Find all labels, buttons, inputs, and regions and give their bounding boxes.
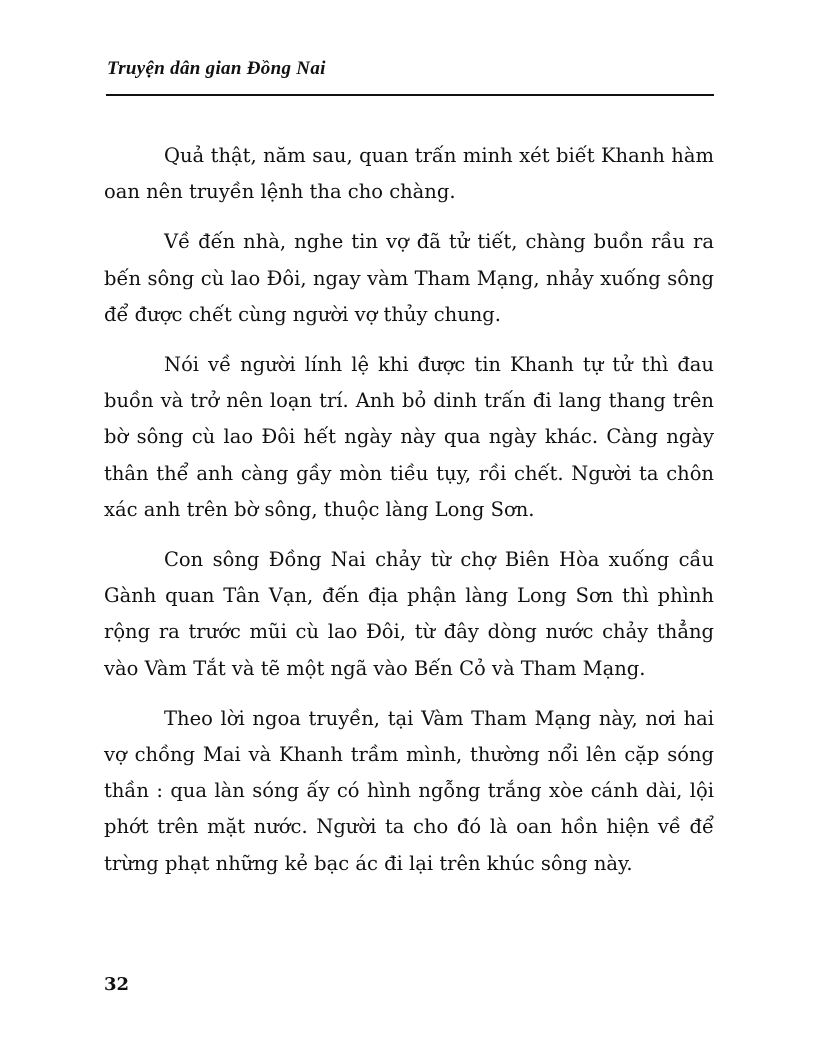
paragraph-3: Nói về người lính lệ khi được tin Khanh tự tử thì đau buồn và trở nên loạn trí. Anh bỏ dinh trấn đi lang thang trên bờ sông cù lao Đôi hết ngày này qua ngày khác. Càng ngày thân thể anh càng gầy mòn tiều tụy, rồi chết. Người ta chôn xác anh trên bờ sông, thuộc làng Long Sơn. bbox=[104, 353, 714, 521]
paragraph-4: Con sông Đồng Nai chảy từ chợ Biên Hòa xuống cầu Gành quan Tân Vạn, đến địa phận làng Long Sơn thì phình rộng ra trước mũi cù lao Đôi, từ đây dòng nước chảy thẳng vào Vàm Tắt và tẽ một ngã vào Bến Cỏ và Tham Mạng. bbox=[104, 548, 714, 680]
header-rule bbox=[106, 94, 714, 96]
paragraph-5: Theo lời ngoa truyền, tại Vàm Tham Mạng này, nơi hai vợ chồng Mai và Khanh trầm mình, thường nổi lên cặp sóng thần : qua làn sóng ấy có hình ngỗng trắng xòe cánh dài, lội phớt trên mặt nước. Người ta cho đó là oan hồn hiện về để trừng phạt những kẻ bạc ác đi lại trên khúc sông này. bbox=[104, 706, 714, 875]
paragraph-1: Quả thật, năm sau, quan trấn minh xét biết Khanh hàm oan nên truyền lệnh tha cho chàng. bbox=[104, 144, 714, 204]
body-text bbox=[104, 138, 714, 896]
page-number: 32 bbox=[104, 974, 130, 995]
running-header: Truyện dân gian Đồng Nai bbox=[107, 58, 326, 79]
paragraph-2: Về đến nhà, nghe tin vợ đã tử tiết, chàng buồn rầu ra bến sông cù lao Đôi, ngay vàm Tham Mạng, nhảy xuống sông để được chết cùng người vợ thủy chung. bbox=[104, 230, 714, 326]
